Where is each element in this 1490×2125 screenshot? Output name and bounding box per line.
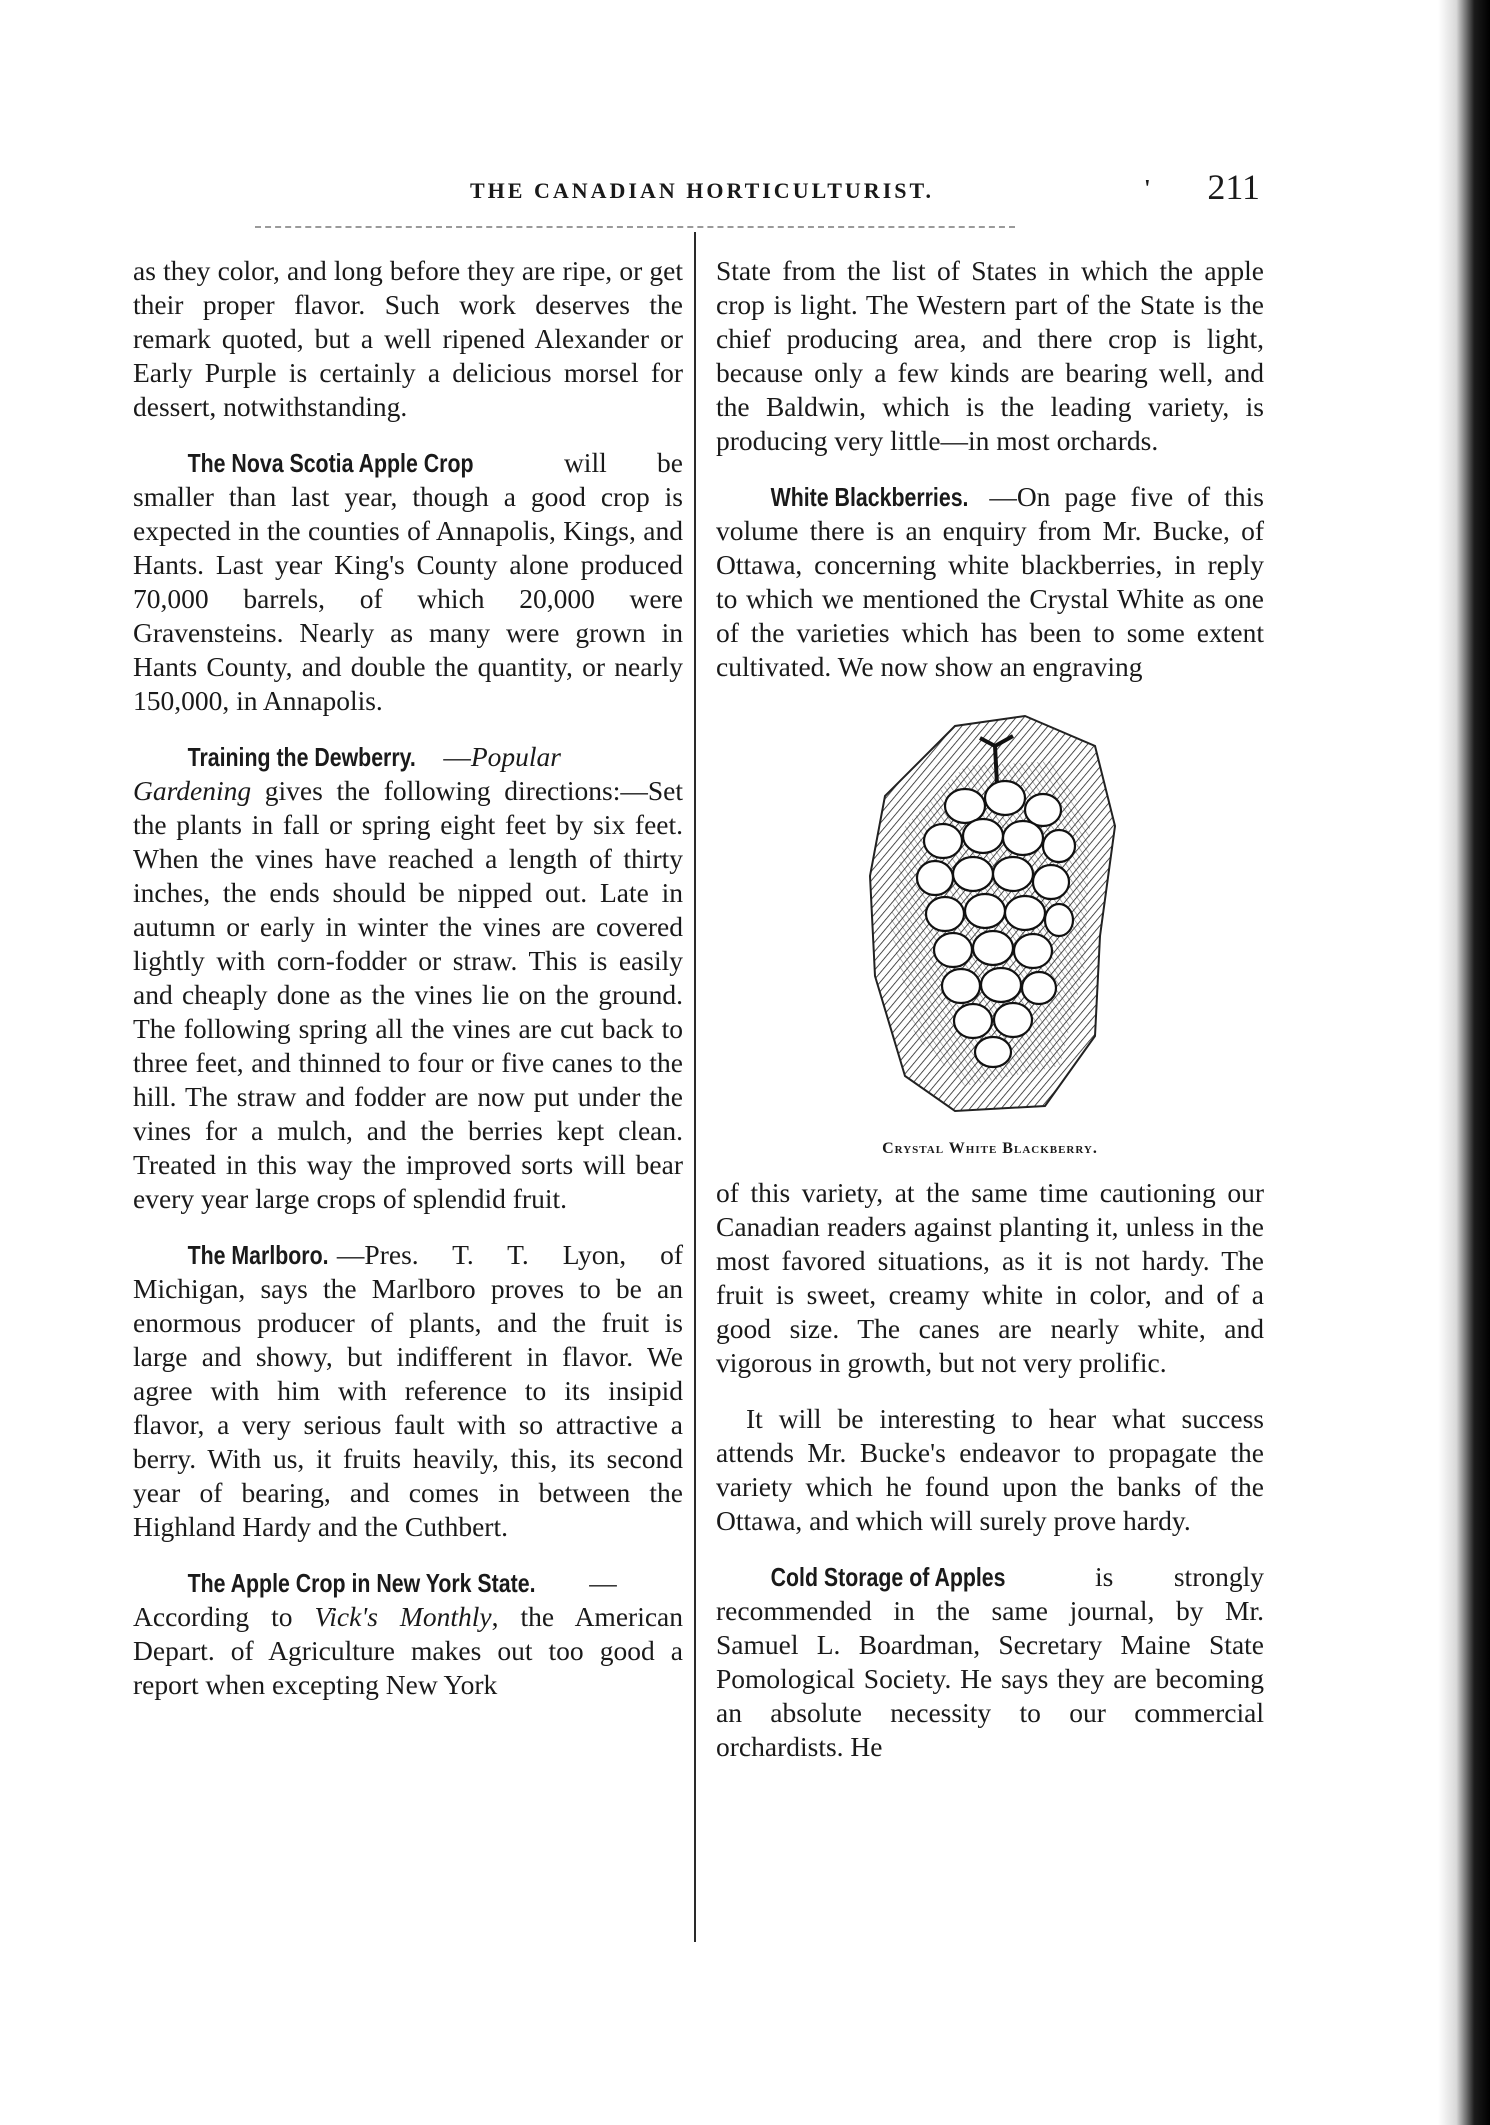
section-heading: The Nova Scotia Apple Crop — [187, 448, 474, 478]
paragraph-cold-storage: Cold Storage of Apples is strongly recommended in the same journal, by Mr. Samuel L. Boardman, Secretary Maine State Pomological Society. He says they are becoming an absolute necessity to our commercial orchardists. He — [716, 1561, 1264, 1762]
page-header — [130, 167, 1260, 210]
header-mark: ' — [1144, 176, 1151, 202]
paragraph-after-figure: of this variety, at the same time cautioning our Canadian readers against planting it, unless in the most favored situations, as it is not hardy. The fruit is sweet, creamy white in color, and of a good size. The canes are nearly white, and vigorous in growth, but not very prolific. — [716, 1177, 1264, 1378]
section-heading: White Blackberries. — [770, 482, 969, 512]
section-heading: The Apple Crop in New York State. — [187, 1568, 536, 1598]
paragraph-interest: It will be interesting to hear what success attends Mr. Bucke's endeavor to propagate the variety which he found upon the banks of the Ottawa, and which will surely prove hardy. — [716, 1403, 1264, 1536]
paragraph-white-blackberries: White Blackberries. —On page five of this volume there is an enquiry from Mr. Bucke, of Ottawa, concerning white blackberries, in reply to which we mentioned the Crystal White as one of the varieties which has been to some extent cultivated. We now show an engraving — [716, 481, 1264, 682]
blackberry-engraving-illustration — [845, 706, 1135, 1126]
right-column — [716, 254, 1264, 1786]
left-column — [133, 254, 683, 1724]
page-number: 211 — [1207, 167, 1260, 207]
section-heading: The Marlboro. — [187, 1240, 329, 1270]
figure-caption: Crystal White Blackberry. — [882, 1140, 1098, 1157]
header-rule — [255, 226, 1015, 228]
section-heading: Training the Dewberry. — [187, 742, 416, 772]
scan-edge-shadow — [1438, 0, 1490, 2125]
paragraph-marlboro: The Marlboro. —Pres. T. T. Lyon, of Michigan, says the Marlboro proves to be an enormous producer of plants, and the fruit is large and showy, but indifferent in flavor. We agree with him with reference to its insipid flavor, a very serious fault with so attractive a berry. With us, it fruits heavily, this, its second year of bearing, and comes in between the Highland Hardy and the Cuthbert. — [133, 1239, 683, 1542]
column-divider — [694, 232, 696, 1942]
paragraph-dewberry: Training the Dewberry. —Popular Gardening gives the following directions:—Set the plants in fall or spring eight feet by six feet. When the vines have reached a length of thirty inches, the ends should be nipped out. Late in autumn or early in winter the vines are covered lightly with corn-fodder or straw. This is easily and cheaply done as the vines lie on the ground. The following spring all the vines are cut back to three feet, and thinned to four or five canes to the hill. The straw and fodder are now put under the vines for a mulch, and the berries kept clean. Treated in this way the improved sorts will bear every year large crops of splendid fruit. — [133, 741, 683, 1214]
section-heading: Cold Storage of Apples — [770, 1562, 1006, 1592]
running-title: THE CANADIAN HORTICULTURIST. — [470, 178, 935, 203]
blackberry-engraving — [716, 706, 1264, 1166]
paragraph-continuation: as they color, and long before they are ripe, or get their proper flavor. Such work deserves the remark quoted, but a well ripened Alexander or Early Purple is certainly a delicious morsel for dessert, notwithstanding. — [133, 255, 683, 422]
paragraph-continuation: State from the list of States in which the apple crop is light. The Western part of the State is the chief producing area, and there crop is light, because only a few kinds are bearing well, and the Baldwin, which is the leading variety, is producing very little—in most orchards. — [716, 255, 1264, 456]
paragraph-new-york: The Apple Crop in New York State. —According to Vick's Monthly, the American Depart. of Agriculture makes out too good a report when excepting New York — [133, 1567, 683, 1700]
source-title: Vick's Monthly — [314, 1601, 492, 1632]
paragraph-nova-scotia: The Nova Scotia Apple Crop will be smaller than last year, though a good crop is expected in the counties of Annapolis, Kings, and Hants. Last year King's County alone produced 70,000 barrels, of which 20,000 were Gravensteins. Nearly as many were grown in Hants County, and double the quantity, or nearly 150,000, in Annapolis. — [133, 447, 683, 716]
source-title: Popular Gardening — [133, 741, 561, 806]
